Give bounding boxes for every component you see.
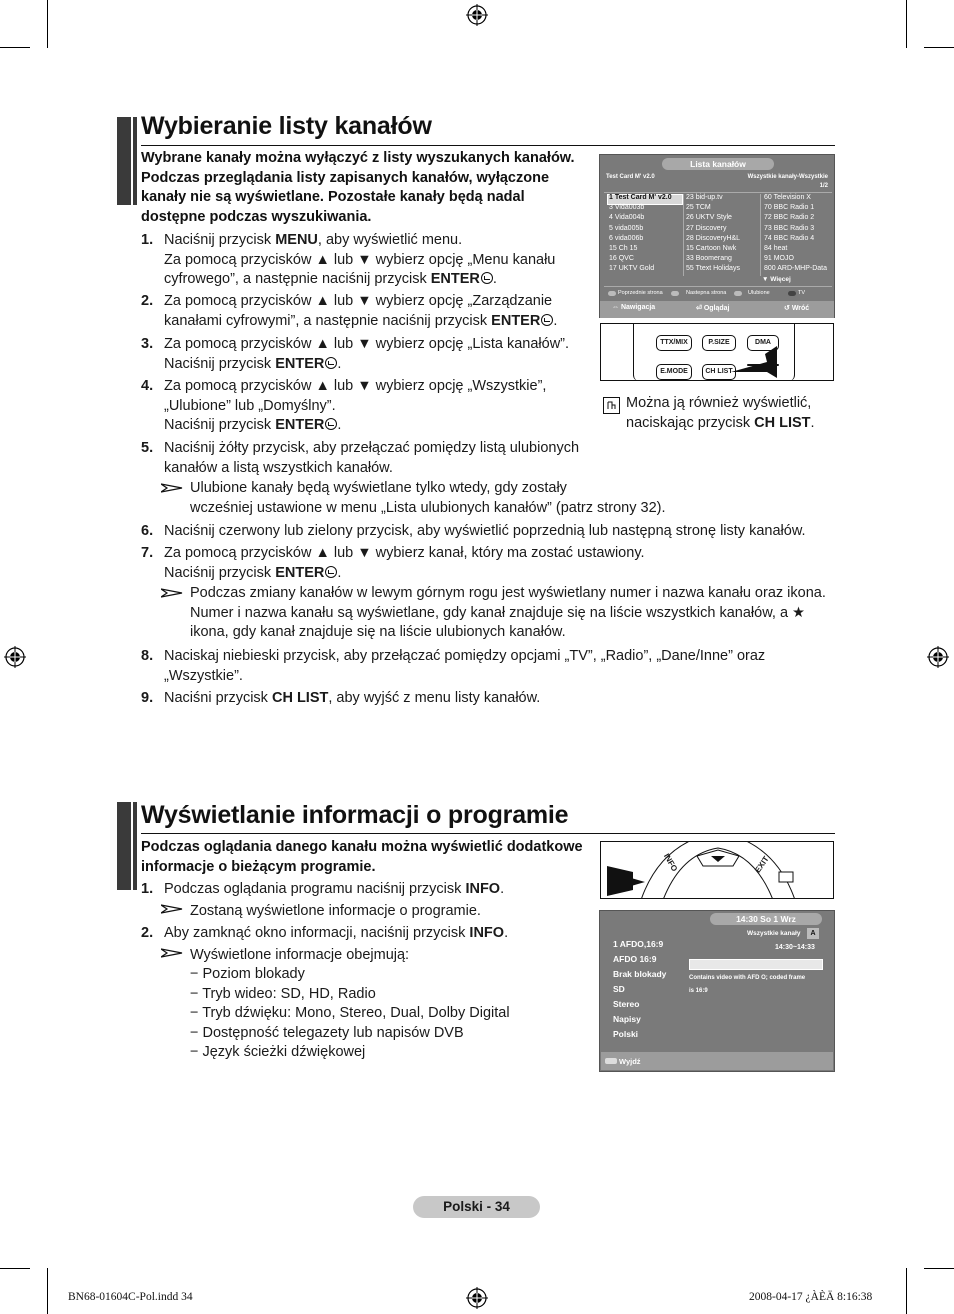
channel-item[interactable]: 5 vida005b: [609, 224, 644, 232]
step-text: „Wszystkie”.: [164, 667, 243, 684]
intro-line: informacje o bieżącym programie.: [141, 858, 376, 875]
step-number: 7.: [141, 545, 154, 561]
note-icon: [603, 397, 620, 414]
ch-list-button[interactable]: CH LIST: [702, 364, 736, 380]
section-intro: [141, 838, 583, 877]
info-line: SD: [613, 984, 625, 994]
step-text: Naciśnij przycisk: [164, 564, 276, 581]
step-text: Naciśnij czerwony lub zielony przycisk, aby wyświetlić poprzednią lub następną stronę listy kanałów.: [164, 523, 806, 539]
step-text: .: [504, 925, 509, 941]
step-text: Naciśni przycisk: [164, 690, 272, 706]
intro-line: kanały nie są wyświetlane. Pozostałe kanały będą nadal: [141, 189, 525, 205]
step-7: [141, 544, 841, 643]
step-5: [141, 439, 841, 518]
intro-line: dostępne podczas wyszukiwania.: [141, 208, 372, 225]
red-key-icon: [608, 291, 616, 296]
note-text: Zostaną wyświetlone informacje o programie.: [190, 902, 481, 919]
watch-hint: ⏎ Oglądaj: [696, 305, 730, 312]
button-name: INFO: [465, 881, 501, 897]
program-description: Contains video with AFD O; coded frame: [689, 975, 806, 981]
step-text: Aby zamknąć okno informacji, naciśnij przycisk: [164, 925, 470, 941]
step-text: Naciśnij przycisk: [164, 355, 276, 372]
blue-key-icon: [788, 291, 796, 296]
button-name: ENTER: [275, 417, 325, 433]
crop-mark: [906, 1268, 907, 1314]
note-arrow-icon: [161, 483, 183, 493]
step-text: .: [337, 355, 342, 372]
step-9: [141, 689, 841, 709]
remote-dpad-icon: [601, 842, 834, 899]
screen-title: Lista kanałów: [662, 158, 774, 170]
step-8: [141, 647, 841, 686]
remote-illustration: [600, 323, 834, 381]
note-text: Można ją również wyświetlić,: [626, 395, 812, 411]
nav-label: Oglądaj: [703, 305, 730, 312]
remote-illustration: [600, 841, 834, 899]
channel-item[interactable]: 6 vida006b: [609, 234, 644, 242]
channel-badge: A: [807, 928, 819, 939]
section-bar: [117, 802, 131, 890]
registration-mark-icon: [466, 1287, 488, 1309]
info-line: Polski: [613, 1029, 639, 1039]
channel-item[interactable]: 70 BBC Radio 1: [764, 204, 815, 212]
section-title: Wybieranie listy kanałów: [141, 112, 432, 140]
enter-icon: [481, 272, 493, 284]
channel-item[interactable]: 84 heat: [764, 244, 788, 252]
step-number: 2.: [141, 925, 154, 941]
info-step-1: [141, 880, 601, 921]
info-line: Napisy: [613, 1014, 641, 1024]
step-text: Naciskaj niebieski przycisk, aby przełączać pomiędzy opcjami „TV”, „Radio”, „Dane/Inne” oraz: [164, 648, 766, 664]
more-link[interactable]: ▼ Więcej: [762, 276, 791, 283]
info-line: AFDO 16:9: [613, 954, 657, 964]
program-time: 14:30~14:33: [775, 944, 815, 951]
channel-list-screen: [599, 154, 835, 318]
crop-mark: [906, 0, 907, 48]
key-label: Poprzednie strona: [618, 290, 663, 296]
list-mode: Wszystkie kanały-Wszystkie: [747, 174, 828, 180]
info-lines: [613, 937, 693, 1042]
note-text: Ulubione kanały będą wyświetlane tylko wtedy, gdy zostały: [190, 480, 567, 496]
info-item: − Tryb wideo: SD, HD, Radio: [190, 985, 376, 1002]
ttx-mix-button[interactable]: TTX/MIX: [656, 335, 692, 351]
channel-item[interactable]: 72 BBC Radio 2: [764, 214, 815, 222]
step-2: [141, 292, 601, 331]
file-name: BN68-01604C-Pol.indd 34: [68, 1291, 193, 1303]
section-bar: [133, 117, 137, 205]
info-line: Stereo: [613, 999, 640, 1009]
section-title: Wyświetlanie informacji o programie: [141, 801, 569, 829]
note-text: ikona, gdy kanał znajduje się na liście ulubionych kanałów.: [190, 624, 566, 640]
yellow-key-icon: [734, 291, 742, 296]
step-text: Za pomocą przycisków ▲ lub ▼ wybierz kanał, który ma zostać ustawiony.: [164, 545, 645, 561]
info-item: − Tryb dźwięku: Mono, Stereo, Dual, Dolby Digital: [190, 1005, 510, 1021]
program-description: is 16:9: [689, 988, 708, 994]
info-item: − Poziom blokady: [190, 966, 305, 982]
step-4: [141, 377, 601, 436]
button-name: ENTER: [275, 564, 325, 581]
step-number: 1.: [141, 881, 154, 897]
channel-item[interactable]: 3 Vida003b: [609, 204, 645, 212]
return-hint: ↺ Wróć: [784, 305, 810, 312]
channel-item[interactable]: 800 ARD-MHP-Data: [764, 265, 828, 273]
crop-mark: [0, 1268, 30, 1269]
crop-mark: [47, 0, 48, 48]
channel-column: [605, 194, 681, 276]
crop-mark: [924, 1268, 954, 1269]
channel-item[interactable]: 15 Ch 15: [609, 244, 638, 252]
step-1: [141, 231, 601, 290]
channel-item[interactable]: 55 Ttext Holidays: [686, 265, 740, 273]
step-text: .: [553, 312, 558, 329]
enter-icon: [325, 418, 337, 430]
step-number: 3.: [141, 336, 154, 352]
channel-item[interactable]: 74 BBC Radio 4: [764, 234, 815, 242]
enter-icon: [325, 566, 337, 578]
step-text: , aby wyświetlić menu.: [317, 232, 463, 248]
button-name: ENTER: [491, 312, 541, 329]
step-text: cyfrowego”, a następnie naciśnij przycisk: [164, 271, 431, 287]
page-indicator: 1/2: [819, 183, 828, 189]
step-number: 6.: [141, 523, 154, 539]
section-bar: [117, 117, 131, 205]
note-text: .: [810, 414, 815, 431]
progress-bar: [689, 959, 823, 970]
nav-label: Wróć: [791, 305, 810, 312]
info-button[interactable]: INFO: [661, 851, 680, 874]
nav-label: Nawigacja: [620, 304, 656, 311]
button-name: ENTER: [275, 355, 325, 372]
step-text: kanałów a listą wszystkich kanałów.: [164, 459, 393, 476]
page-number: Polski - 34: [413, 1196, 540, 1218]
step-number: 5.: [141, 440, 154, 456]
step-number: 9.: [141, 690, 154, 706]
channel-column: [686, 194, 760, 276]
info-screen: [599, 910, 835, 1072]
exit-key-icon: [605, 1058, 617, 1064]
section-bar: [133, 802, 137, 890]
step-number: 1.: [141, 232, 154, 248]
note-text: wcześniej ustawione w menu „Lista ulubionych kanałów” (patrz strony 32).: [190, 499, 666, 516]
registration-mark-icon: [466, 4, 488, 26]
step-text: , aby wyjść z menu listy kanałów.: [328, 690, 541, 706]
section-intro: [141, 149, 575, 227]
step-6: [141, 522, 841, 542]
note-text: Numer i nazwa kanału są wyświetlane, gdy kanał znajduje się na liście wszystkich kanałów, a ★: [190, 604, 806, 621]
e-mode-button[interactable]: E.MODE: [656, 364, 692, 380]
step-text: Naciśnij żółty przycisk, aby przełączać pomiędzy listą ulubionych: [164, 440, 580, 456]
channel-column: [764, 194, 834, 276]
exit-hint[interactable]: Wyjdź: [619, 1057, 641, 1066]
enter-icon: [325, 357, 337, 369]
step-text: Za pomocą przycisków ▲ lub ▼ wybierz opcję „Zarządzanie: [164, 293, 553, 309]
section-rule: [141, 833, 835, 834]
nav-hint: ⇔ Nawigacja: [612, 304, 656, 311]
button-name: INFO: [469, 925, 505, 941]
step-text: Za pomocą przycisków ▲ lub ▼ wybierz opcję „Menu kanału: [164, 251, 556, 268]
crop-mark: [924, 47, 954, 48]
channel-item[interactable]: 28 DiscoveryH&L: [686, 234, 741, 242]
button-name: ENTER: [430, 271, 480, 287]
note-arrow-icon: [161, 904, 183, 914]
channel-item[interactable]: 23 bid-up.tv: [686, 194, 723, 201]
dma-button[interactable]: DMA: [747, 335, 779, 351]
intro-line: Podczas przeglądania listy zapisanych kanałów, wyłączone: [141, 169, 550, 186]
enter-icon: [541, 314, 553, 326]
green-key-icon: [671, 291, 679, 296]
note-text: Wyświetlone informacje obejmują:: [190, 946, 410, 963]
button-name: CH LIST: [754, 414, 811, 431]
section-rule: [141, 145, 835, 146]
key-label: Ulubione: [748, 290, 770, 296]
crop-mark: [47, 1268, 48, 1314]
channel-item[interactable]: 4 Vida004b: [609, 214, 645, 222]
step-text: .: [500, 881, 505, 897]
step-text: Podczas oglądania programu naciśnij przycisk: [164, 881, 466, 897]
time-bar: 14:30 So 1 Wrz: [710, 913, 822, 925]
channel-item[interactable]: 17 UKTV Gold: [609, 265, 655, 273]
channel-item[interactable]: 91 MOJO: [764, 255, 794, 263]
button-name: CH LIST: [271, 690, 329, 706]
button-name: MENU: [275, 232, 318, 248]
p-size-button[interactable]: P.SIZE: [702, 335, 736, 351]
side-note: [626, 394, 846, 433]
step-text: .: [492, 271, 497, 287]
exit-button[interactable]: EXIT: [753, 854, 771, 875]
step-text: Naciśnij przycisk: [164, 417, 276, 433]
channel-item[interactable]: 27 Discovery: [686, 224, 727, 232]
step-text: .: [337, 564, 342, 581]
channel-item[interactable]: 73 BBC Radio 3: [764, 224, 815, 232]
step-text: kanałami cyfrowymi”, a następnie naciśnij przycisk: [164, 312, 492, 329]
info-step-2: [141, 924, 601, 1063]
channel-item[interactable]: 60 Television X: [764, 194, 811, 201]
note-arrow-icon: [161, 588, 183, 598]
note-text: Podczas zmiany kanałów w lewym górnym rogu jest wyświetlany numer i nazwa kanału oraz ikona.: [190, 585, 826, 601]
note-text: naciskając przycisk: [626, 414, 755, 431]
pointer-arrow-icon: [729, 344, 779, 380]
step-text: Naciśnij przycisk: [164, 232, 276, 248]
step-3: [141, 335, 601, 374]
step-number: 2.: [141, 293, 154, 309]
info-line: Brak blokady: [613, 969, 667, 979]
step-text: .: [337, 417, 342, 433]
intro-line: Wybrane kanały można wyłączyć z listy wyszukanych kanałów.: [141, 150, 575, 166]
step-number: 8.: [141, 648, 154, 664]
channel-item[interactable]: 15 Cartoon Nwk: [686, 244, 737, 252]
channel-item[interactable]: 33 Boomerang: [686, 255, 732, 263]
list-mode: Wszystkie kanały: [747, 930, 801, 937]
info-item: − Dostępność telegazety lub napisów DVB: [190, 1024, 464, 1041]
info-line: 1 AFDO,16:9: [613, 939, 664, 949]
key-label: Nastepna strona: [686, 290, 727, 296]
current-channel: Test Card M' v2.0: [606, 174, 655, 180]
intro-line: Podczas oglądania danego kanału można wyświetlić dodatkowe: [141, 839, 583, 855]
channel-item[interactable]: 25 TCM: [686, 204, 711, 212]
key-label: TV: [798, 290, 806, 296]
step-text: Za pomocą przycisków ▲ lub ▼ wybierz opcję „Lista kanałów”.: [164, 336, 570, 352]
info-item: − Język ścieżki dźwiękowej: [190, 1044, 366, 1060]
print-date: 2008-04-17 ¿ÀÈÄ 8:16:38: [749, 1291, 873, 1303]
step-text: Za pomocą przycisków ▲ lub ▼ wybierz opcję „Wszystkie”,: [164, 378, 547, 394]
crop-mark: [0, 47, 30, 48]
note-arrow-icon: [161, 948, 183, 958]
channel-item[interactable]: 16 QVC: [609, 255, 634, 263]
registration-mark-icon: [927, 646, 949, 668]
step-text: „Ulubione” lub „Domyślny”.: [164, 397, 336, 414]
step-number: 4.: [141, 378, 154, 394]
channel-item[interactable]: 1 Test Card M' v2.0: [609, 194, 672, 201]
channel-item[interactable]: 26 UKTV Style: [686, 214, 732, 222]
registration-mark-icon: [4, 646, 26, 668]
